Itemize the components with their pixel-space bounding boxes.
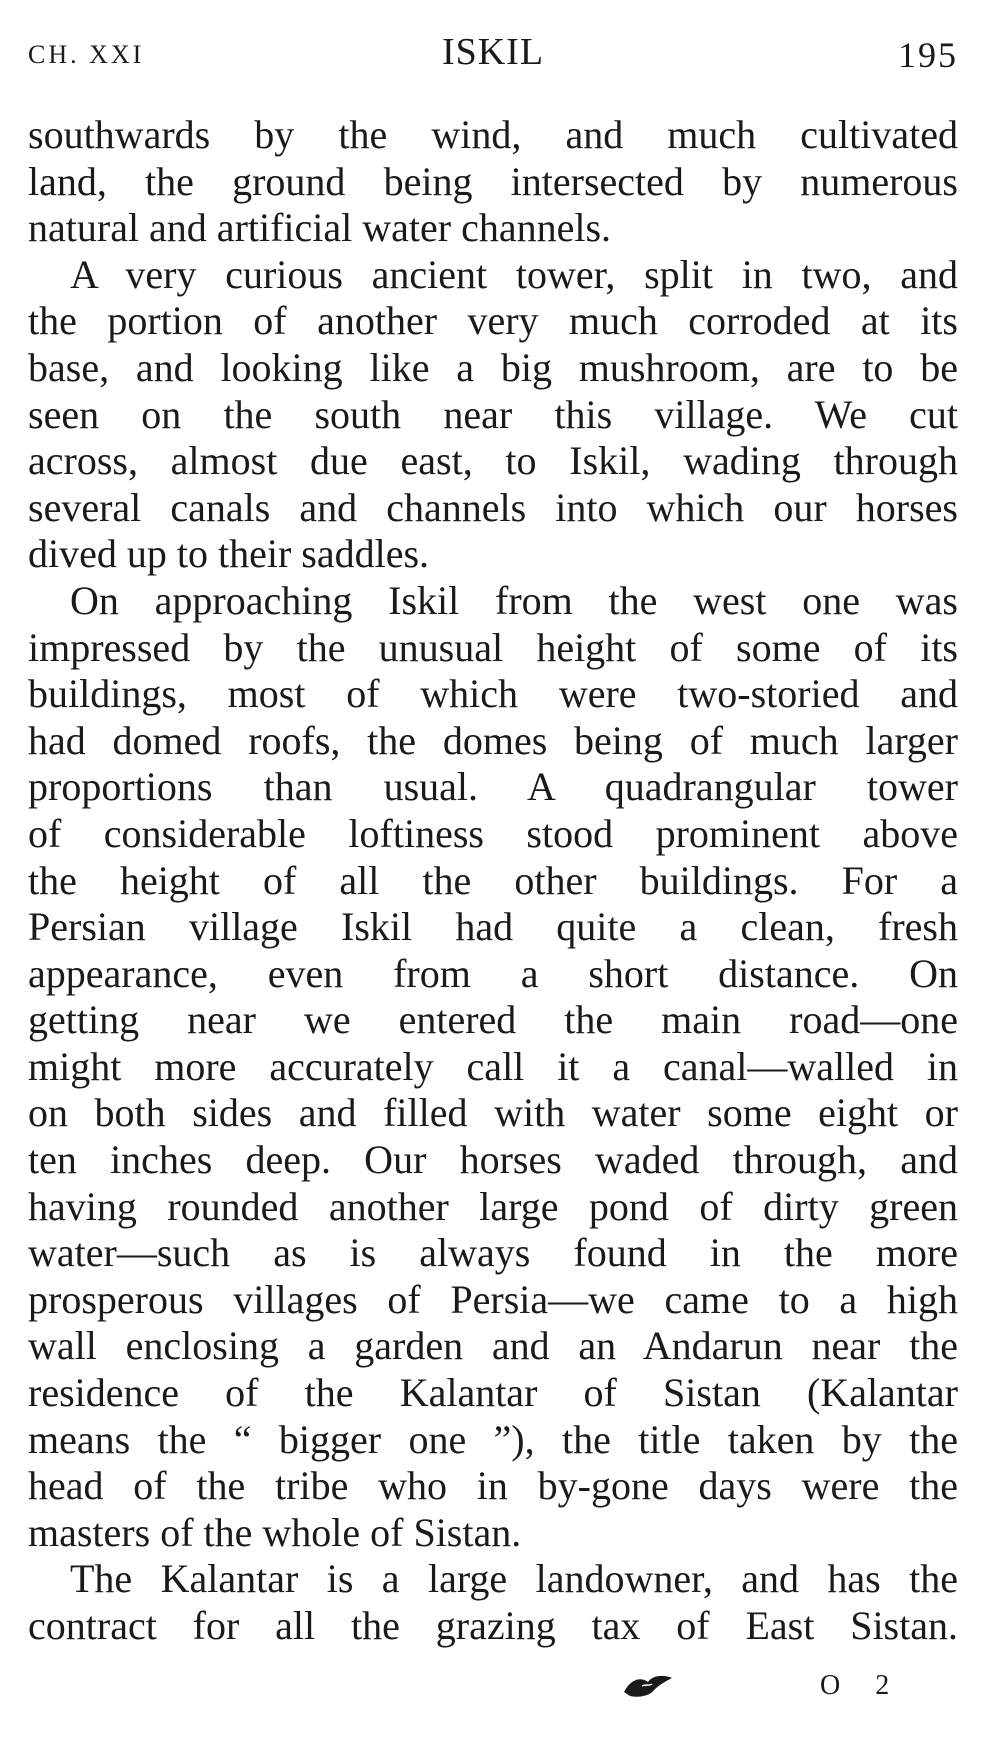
text-line: the height of all the other buildings. For a <box>28 857 958 903</box>
printer-ornament-icon <box>622 1672 674 1700</box>
text-line: southwards by the wind, and much cultivated <box>28 112 958 157</box>
page-footer <box>0 1670 1000 1720</box>
text-line: getting near we entered the main road—one <box>28 997 958 1043</box>
page-title: ISKIL <box>441 31 545 73</box>
text-line: of considerable loftiness stood prominent above <box>28 810 958 856</box>
chapter-label: CH. XXI <box>28 40 145 69</box>
text-line: prosperous villages of Persia—we came to a high <box>28 1276 958 1322</box>
text-line: The Kalantar is a large landowner, and has the <box>70 1556 958 1602</box>
text-line: proportions than usual. A quadrangular tower <box>28 764 958 810</box>
text-line: On approaching Iskil from the west one was <box>70 577 958 623</box>
text-line: had domed roofs, the domes being of much larger <box>28 717 958 763</box>
text-line: means the “ bigger one ”), the title taken by the <box>28 1416 958 1462</box>
text-line: base, and looking like a big mushroom, are to be <box>28 344 958 390</box>
text-line: masters of the whole of Sistan. <box>28 1509 522 1555</box>
text-line: the portion of another very much corroded at its <box>28 298 958 344</box>
running-head <box>28 30 958 80</box>
text-line: might more accurately call it a canal—walled in <box>28 1043 958 1089</box>
text-line: several canals and channels into which our horses <box>28 484 958 530</box>
body-text <box>28 112 958 1650</box>
text-line: residence of the Kalantar of Sistan (Kalantar <box>28 1370 958 1416</box>
text-line: across, almost due east, to Iskil, wading through <box>28 438 958 484</box>
text-line: appearance, even from a short distance. On <box>28 950 958 996</box>
text-line: seen on the south near this village. We cut <box>28 391 958 437</box>
text-line: Persian village Iskil had quite a clean, fresh <box>28 904 958 950</box>
text-line: natural and artificial water channels. <box>28 205 612 251</box>
text-line: buildings, most of which were two-storied and <box>28 671 958 717</box>
signature-mark: O 2 <box>820 1670 904 1701</box>
text-line: on both sides and filled with water some eight or <box>28 1090 958 1136</box>
text-line: having rounded another large pond of dirty green <box>28 1183 958 1229</box>
page-number: 195 <box>898 35 958 75</box>
text-line: dived up to their saddles. <box>28 531 430 577</box>
text-line: contract for all the grazing tax of East Sistan. <box>28 1603 958 1648</box>
text-line: ten inches deep. Our horses waded through, and <box>28 1137 958 1183</box>
text-line: water—such as is always found in the more <box>28 1230 958 1276</box>
text-line: land, the ground being intersected by numerous <box>28 158 958 204</box>
text-line: A very curious ancient tower, split in two, and <box>70 251 958 297</box>
text-line: head of the tribe who in by-gone days were the <box>28 1463 958 1509</box>
text-line: impressed by the unusual height of some of its <box>28 624 958 670</box>
text-line: wall enclosing a garden and an Andarun near the <box>28 1323 958 1369</box>
